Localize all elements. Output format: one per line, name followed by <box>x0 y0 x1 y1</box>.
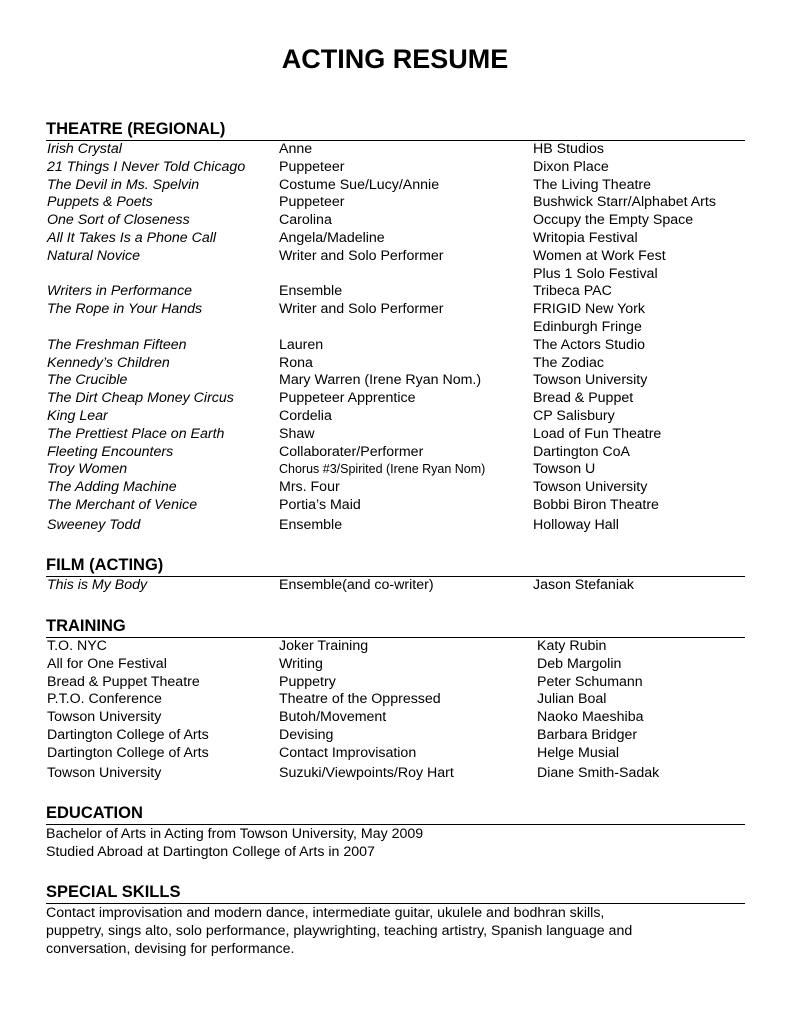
theatre-row <box>46 408 745 426</box>
theatre-row <box>46 212 745 230</box>
theatre-row <box>46 355 745 373</box>
film-list <box>46 577 745 595</box>
venue-name: CP Salisbury <box>533 407 615 424</box>
training-place: T.O. NYC <box>47 638 107 654</box>
theatre-row <box>46 372 745 390</box>
venue-name: Plus 1 Solo Festival <box>533 265 658 282</box>
role-name: Angela/Madeline <box>279 229 385 246</box>
venue-name: Edinburgh Fringe <box>533 318 642 335</box>
theatre-row <box>46 177 745 195</box>
skills-line: conversation, devising for performance. <box>46 941 295 957</box>
training-row <box>46 709 745 727</box>
theatre-row <box>46 426 745 444</box>
venue-name: Writopia Festival <box>533 229 638 246</box>
venue-name: The Actors Studio <box>533 336 645 353</box>
theatre-heading: THEATRE (REGIONAL) <box>46 120 745 141</box>
venue-name: Dixon Place <box>533 158 609 175</box>
teacher-name: Diane Smith-Sadak <box>537 764 660 781</box>
training-place: Towson University <box>47 709 162 726</box>
theatre-row <box>46 461 745 479</box>
venue-name: Tribeca PAC <box>533 283 612 300</box>
training-place: P.T.O. Conference <box>47 691 162 708</box>
production-title: Troy Women <box>47 461 128 478</box>
venue-name: FRIGID New York <box>533 301 645 318</box>
teacher-name: Katy Rubin <box>537 638 607 654</box>
venue-name: Bread & Puppet <box>533 390 634 407</box>
venue-name: Towson University <box>533 372 648 389</box>
venue-name: Towson U <box>533 461 596 478</box>
training-subject: Devising <box>279 726 334 743</box>
role-name: Mrs. Four <box>279 479 340 496</box>
training-row <box>46 745 745 763</box>
film-title: This is My Body <box>47 577 148 593</box>
production-title: The Crucible <box>47 372 128 389</box>
training-subject: Contact Improvisation <box>279 744 417 761</box>
production-title: One Sort of Closeness <box>47 212 190 229</box>
theatre-row <box>46 248 745 266</box>
production-title: 21 Things I Never Told Chicago <box>47 158 246 175</box>
theatre-row <box>46 319 745 337</box>
education-list <box>46 825 745 861</box>
training-row <box>46 656 745 674</box>
production-title: The Rope in Your Hands <box>47 301 203 318</box>
production-title: Natural Novice <box>47 247 141 264</box>
venue-name: Bushwick Starr/Alphabet Arts <box>533 194 716 211</box>
training-place: Bread & Puppet Theatre <box>47 673 200 690</box>
teacher-name: Barbara Bridger <box>537 726 638 743</box>
production-title: The Merchant of Venice <box>47 496 198 513</box>
production-title: The Adding Machine <box>47 479 177 496</box>
training-place: Dartington College of Arts <box>47 744 209 761</box>
role-name: Cordelia <box>279 407 332 424</box>
production-title: Sweeney Todd <box>47 516 141 533</box>
training-place: All for One Festival <box>47 655 167 672</box>
training-list <box>46 638 745 783</box>
training-subject: Theatre of the Oppressed <box>279 691 441 708</box>
education-line: Studied Abroad at Dartington College of Arts in 2007 <box>46 844 375 860</box>
venue-name: Occupy the Empty Space <box>533 212 694 229</box>
skills-line: puppetry, sings alto, solo performance, playwrighting, teaching artistry, Spanish language and <box>46 923 633 939</box>
theatre-row <box>46 497 745 515</box>
production-title: Fleeting Encounters <box>47 443 174 460</box>
role-name: Ensemble(and co-writer) <box>279 577 434 593</box>
role-name: Chorus #3/Spirited (Irene Ryan Nom) <box>279 462 486 477</box>
production-title: Writers in Performance <box>47 283 193 300</box>
role-name: Costume Sue/Lucy/Annie <box>279 176 440 193</box>
role-name: Carolina <box>279 212 332 229</box>
theatre-row <box>46 159 745 177</box>
training-subject: Writing <box>279 655 323 672</box>
role-name: Anne <box>279 141 313 157</box>
role-name: Lauren <box>279 336 324 353</box>
teacher-name: Helge Musial <box>537 744 620 761</box>
role-name: Writer and Solo Performer <box>279 247 444 264</box>
venue-name: Bobbi Biron Theatre <box>533 496 659 513</box>
training-row <box>46 691 745 709</box>
venue-name: Dartington CoA <box>533 443 630 460</box>
film-section <box>46 556 745 595</box>
venue-name: HB Studios <box>533 141 604 157</box>
theatre-row <box>46 301 745 319</box>
role-name: Shaw <box>279 425 315 442</box>
theatre-row <box>46 390 745 408</box>
production-title: The Freshman Fifteen <box>47 336 187 353</box>
education-line: Bachelor of Arts in Acting from Towson University, May 2009 <box>46 826 424 842</box>
teacher-name: Deb Margolin <box>537 655 622 672</box>
production-title: All It Takes Is a Phone Call <box>47 229 217 246</box>
training-subject: Puppetry <box>279 673 336 690</box>
venue-name: The Zodiac <box>533 354 604 371</box>
film-row <box>46 577 745 595</box>
role-name: Ensemble <box>279 516 343 533</box>
skills-line: Contact improvisation and modern dance, intermediate guitar, ukulele and bodhran skills, <box>46 905 605 921</box>
training-place: Towson University <box>47 764 162 781</box>
training-row <box>46 763 745 784</box>
skills-section <box>46 883 745 958</box>
role-name: Writer and Solo Performer <box>279 301 444 318</box>
training-row <box>46 638 745 656</box>
theatre-row <box>46 230 745 248</box>
production-title: Irish Crystal <box>47 141 122 157</box>
theatre-row <box>46 337 745 355</box>
theatre-row <box>46 266 745 284</box>
theatre-row <box>46 141 745 159</box>
page-title: ACTING RESUME <box>281 44 509 74</box>
role-name: Mary Warren (Irene Ryan Nom.) <box>279 372 482 389</box>
role-name: Collaborater/Performer <box>279 443 424 460</box>
role-name: Puppeteer <box>279 194 345 211</box>
theatre-list <box>46 141 745 535</box>
venue-name: Women at Work Fest <box>533 247 666 264</box>
theatre-row <box>46 194 745 212</box>
training-section <box>46 617 745 783</box>
theatre-row <box>46 444 745 462</box>
training-row <box>46 727 745 745</box>
production-title: The Devil in Ms. Spelvin <box>47 176 200 193</box>
skills-list <box>46 904 745 958</box>
director-name: Jason Stefaniak <box>533 577 634 593</box>
production-title: The Dirt Cheap Money Circus <box>47 390 234 407</box>
training-place: Dartington College of Arts <box>47 726 209 743</box>
venue-name: Towson University <box>533 479 648 496</box>
theatre-row <box>46 479 745 497</box>
theatre-row <box>46 283 745 301</box>
theatre-row <box>46 515 745 536</box>
teacher-name: Peter Schumann <box>537 673 643 690</box>
training-row <box>46 674 745 692</box>
training-heading: TRAINING <box>46 617 745 638</box>
teacher-name: Julian Boal <box>537 691 607 708</box>
venue-name: Holloway Hall <box>533 516 619 533</box>
training-subject: Suzuki/Viewpoints/Roy Hart <box>279 764 454 781</box>
role-name: Rona <box>279 354 313 371</box>
skills-heading: SPECIAL SKILLS <box>46 883 745 904</box>
film-heading: FILM (ACTING) <box>46 556 745 577</box>
education-heading: EDUCATION <box>46 804 745 825</box>
production-title: King Lear <box>47 407 108 424</box>
role-name: Portia’s Maid <box>279 496 361 513</box>
production-title: Kennedy’s Children <box>47 354 170 371</box>
training-subject: Joker Training <box>279 638 369 654</box>
role-name: Puppeteer <box>279 158 345 175</box>
venue-name: Load of Fun Theatre <box>533 425 662 442</box>
teacher-name: Naoko Maeshiba <box>537 709 644 726</box>
venue-name: The Living Theatre <box>533 176 652 193</box>
training-subject: Butoh/Movement <box>279 709 387 726</box>
production-title: Puppets & Poets <box>47 194 153 211</box>
production-title: The Prettiest Place on Earth <box>47 425 225 442</box>
theatre-section <box>46 120 745 535</box>
role-name: Puppeteer Apprentice <box>279 390 416 407</box>
role-name: Ensemble <box>279 283 343 300</box>
education-section <box>46 804 745 861</box>
